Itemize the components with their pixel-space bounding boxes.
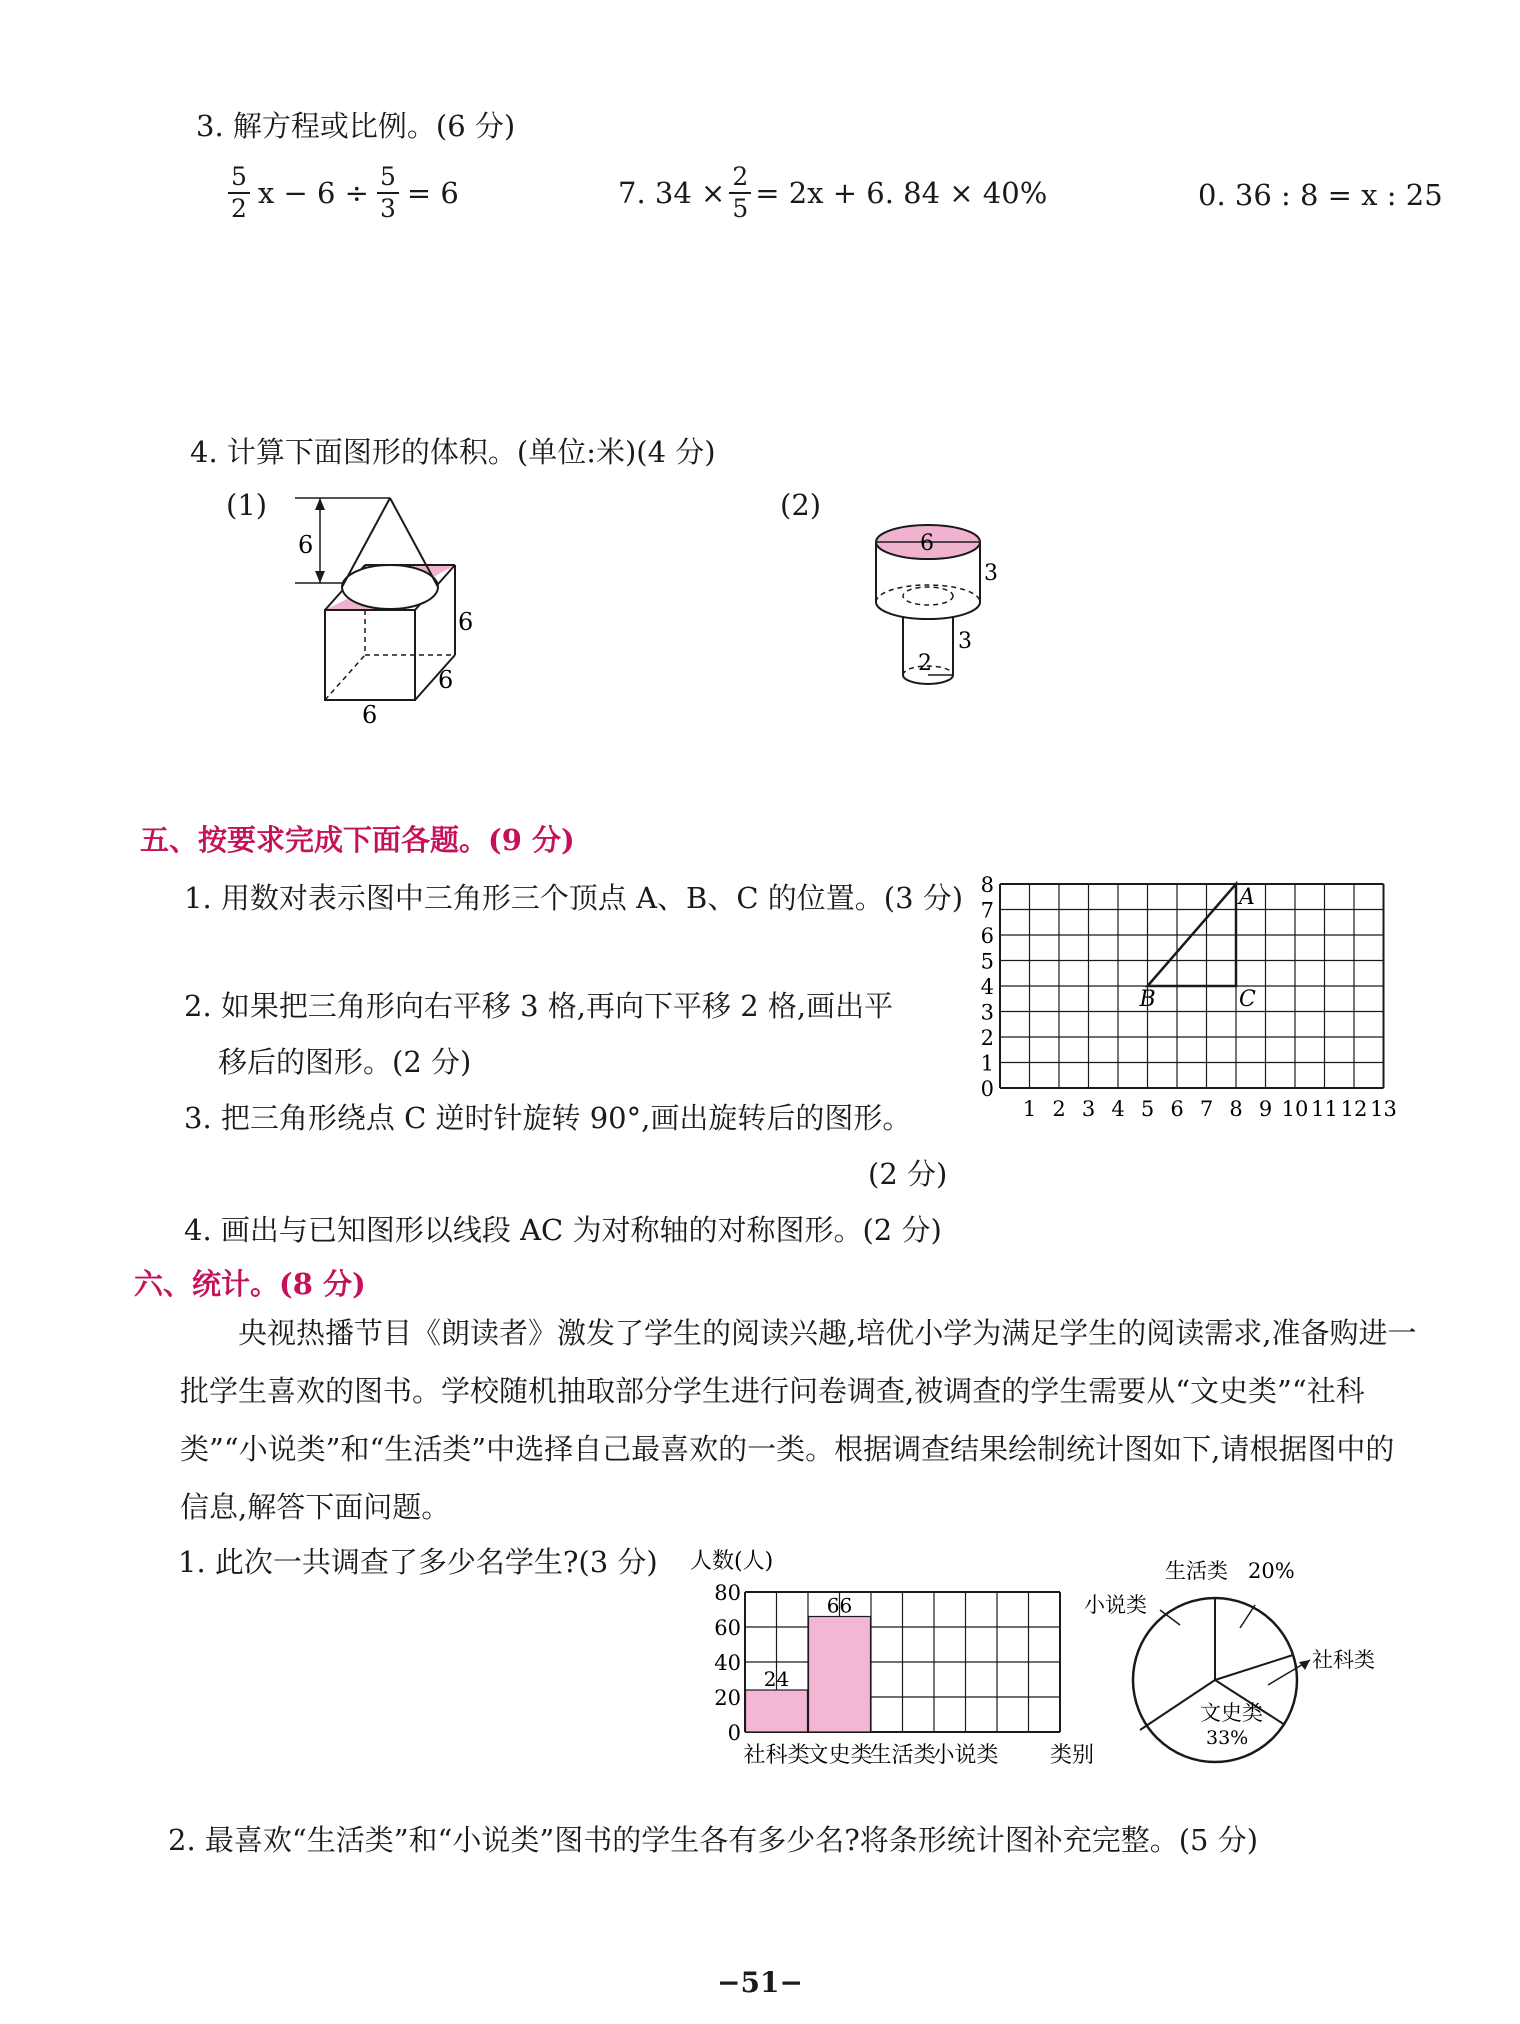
cube-height-label: 6 [458, 608, 474, 636]
section-6-title: 六、统计。(8 分) [134, 1267, 366, 1301]
fraction: $\frac{5}{2}$ [228, 162, 250, 224]
top-height-label: 3 [984, 561, 998, 586]
x-tick-label: 6 [1170, 1097, 1184, 1121]
x-axis-ticks [1023, 1097, 1397, 1121]
x-tick-label: 8 [1229, 1097, 1243, 1121]
sec6-q2: 2. 最喜欢“生活类”和“小说类”图书的学生各有多少名?将条形统计图补充完整。(5 分) [168, 1823, 1259, 1857]
q3-title: 3. 解方程或比例。(6 分) [196, 109, 516, 143]
bar-value-label: 24 [763, 1667, 790, 1691]
equation-3: 0. 36 : 8 = x : 25 [1198, 178, 1443, 212]
pie-label-novel: 小说类 [1084, 1593, 1147, 1617]
vertex-label-c: C [1239, 987, 1256, 1012]
bar-chart-y-ticks [714, 1581, 741, 1745]
cube-width-label: 6 [362, 701, 378, 729]
fraction: $\frac{2}{5}$ [729, 162, 751, 224]
triangle-abc [1139, 884, 1257, 1012]
x-tick-label: 12 [1340, 1097, 1368, 1121]
bar-chart-ylabel: 人数(人) [690, 1549, 774, 1574]
x-tick-label: 7 [1199, 1097, 1214, 1121]
sec5-q3-score: (2 分) [868, 1157, 948, 1191]
y-tick-label: 4 [980, 975, 994, 999]
bar-chart-categories [743, 1743, 998, 1768]
top-diameter-label: 6 [920, 531, 934, 556]
figure-1-label: (1) [226, 488, 268, 522]
x-tick-label: 9 [1258, 1097, 1273, 1121]
y-tick-label: 5 [980, 949, 994, 974]
y-tick-label: 0 [980, 1077, 994, 1101]
bar-chart [670, 1540, 1110, 1770]
x-tick-label: 11 [1311, 1097, 1338, 1121]
pie-percent-life: 20% [1248, 1559, 1295, 1583]
pie-label-history: 文史类 [1200, 1701, 1263, 1725]
x-tick-label: 5 [1140, 1097, 1155, 1121]
bar-category-label: 生活类 [869, 1743, 936, 1768]
bar-y-tick: 80 [714, 1581, 741, 1605]
y-axis-ticks [981, 873, 994, 1101]
stacked-cylinder-figure [860, 500, 1010, 700]
x-tick-label: 4 [1111, 1097, 1125, 1121]
bar-chart-xlabel: 类别 [1050, 1743, 1095, 1768]
sec5-q4: 4. 画出与已知图形以线段 AC 为对称轴的对称图形。(2 分) [184, 1213, 942, 1247]
x-tick-label: 13 [1370, 1097, 1397, 1121]
y-tick-label: 8 [980, 873, 994, 897]
bar-value-label: 66 [826, 1593, 853, 1618]
figure-2-label: (2) [780, 488, 822, 522]
page-number: −51− [717, 1966, 803, 1999]
equation-2: 7. 34 × $\frac{2}{5}$ = 2x + 6. 84 × 40% [618, 162, 1048, 223]
fraction: $\frac{5}{3}$ [377, 162, 399, 224]
sec6-q1: 1. 此次一共调查了多少名学生?(3 分) [178, 1545, 658, 1579]
sec5-q2-line2: 移后的图形。(2 分) [218, 1045, 472, 1079]
coordinate-grid [970, 873, 1397, 1126]
bar-y-tick: 60 [714, 1616, 741, 1640]
x-tick-label: 10 [1281, 1097, 1309, 1121]
y-tick-label: 3 [980, 1000, 994, 1025]
bar-category-label: 文史类 [806, 1743, 873, 1768]
equation-1: $\frac{5}{2}$ x − 6 ÷ $\frac{5}{3}$ = 6 [224, 162, 459, 224]
sec5-q3: 3. 把三角形绕点 C 逆时针旋转 90°,画出旋转后的图形。 [184, 1101, 912, 1135]
bar-y-tick: 20 [714, 1686, 741, 1710]
x-tick-label: 3 [1081, 1097, 1096, 1121]
bottom-height-label: 3 [958, 629, 972, 654]
bar-2 [809, 1617, 871, 1733]
y-tick-label: 2 [980, 1026, 994, 1050]
sec6-paragraph: 央视热播节目《朗读者》激发了学生的阅读兴趣,培优小学为满足学生的阅读需求,准备购进一批学生喜欢的图书。学校随机抽取部分学生进行问卷调查,被调查的学生需要从“文史类”“社科类”“小说类”和“生活类”中选择自己最喜欢的一类。根据调查结果绘制统计图如下,请根据图中的信息,解答下面问题。 [180, 1316, 1417, 1524]
cube-cone-figure [280, 480, 480, 730]
cone-base [342, 565, 438, 609]
y-tick-label: 6 [980, 924, 994, 948]
vertex-label-a: A [1239, 885, 1255, 910]
pie-label-social: 社科类 [1312, 1648, 1375, 1672]
y-tick-label: 7 [980, 898, 994, 923]
vertex-label-b: B [1139, 987, 1156, 1012]
bottom-diameter-label: 2 [918, 651, 932, 676]
pie-label-life: 生活类 [1165, 1559, 1228, 1583]
bar-category-label: 社科类 [743, 1743, 810, 1768]
sec5-q1: 1. 用数对表示图中三角形三个顶点 A、B、C 的位置。(3 分) [184, 881, 964, 915]
sec5-q2-line1: 2. 如果把三角形向右平移 3 格,再向下平移 2 格,画出平 [184, 989, 894, 1023]
section-5-title: 五、按要求完成下面各题。(9 分) [140, 823, 575, 857]
y-tick-label: 1 [980, 1051, 994, 1076]
x-tick-label: 2 [1052, 1097, 1066, 1121]
cube-depth-label: 6 [438, 666, 454, 694]
bar-y-tick: 0 [727, 1721, 741, 1745]
pie-percent-history: 33% [1206, 1727, 1249, 1749]
x-tick-label: 1 [1022, 1097, 1037, 1121]
bar-y-tick: 40 [714, 1651, 741, 1675]
bar-category-label: 小说类 [932, 1743, 999, 1768]
q4-title: 4. 计算下面图形的体积。(单位:米)(4 分) [190, 435, 716, 469]
pie-chart [1080, 1550, 1380, 1780]
bar-1 [746, 1690, 808, 1732]
cone-height-label: 6 [298, 531, 314, 559]
